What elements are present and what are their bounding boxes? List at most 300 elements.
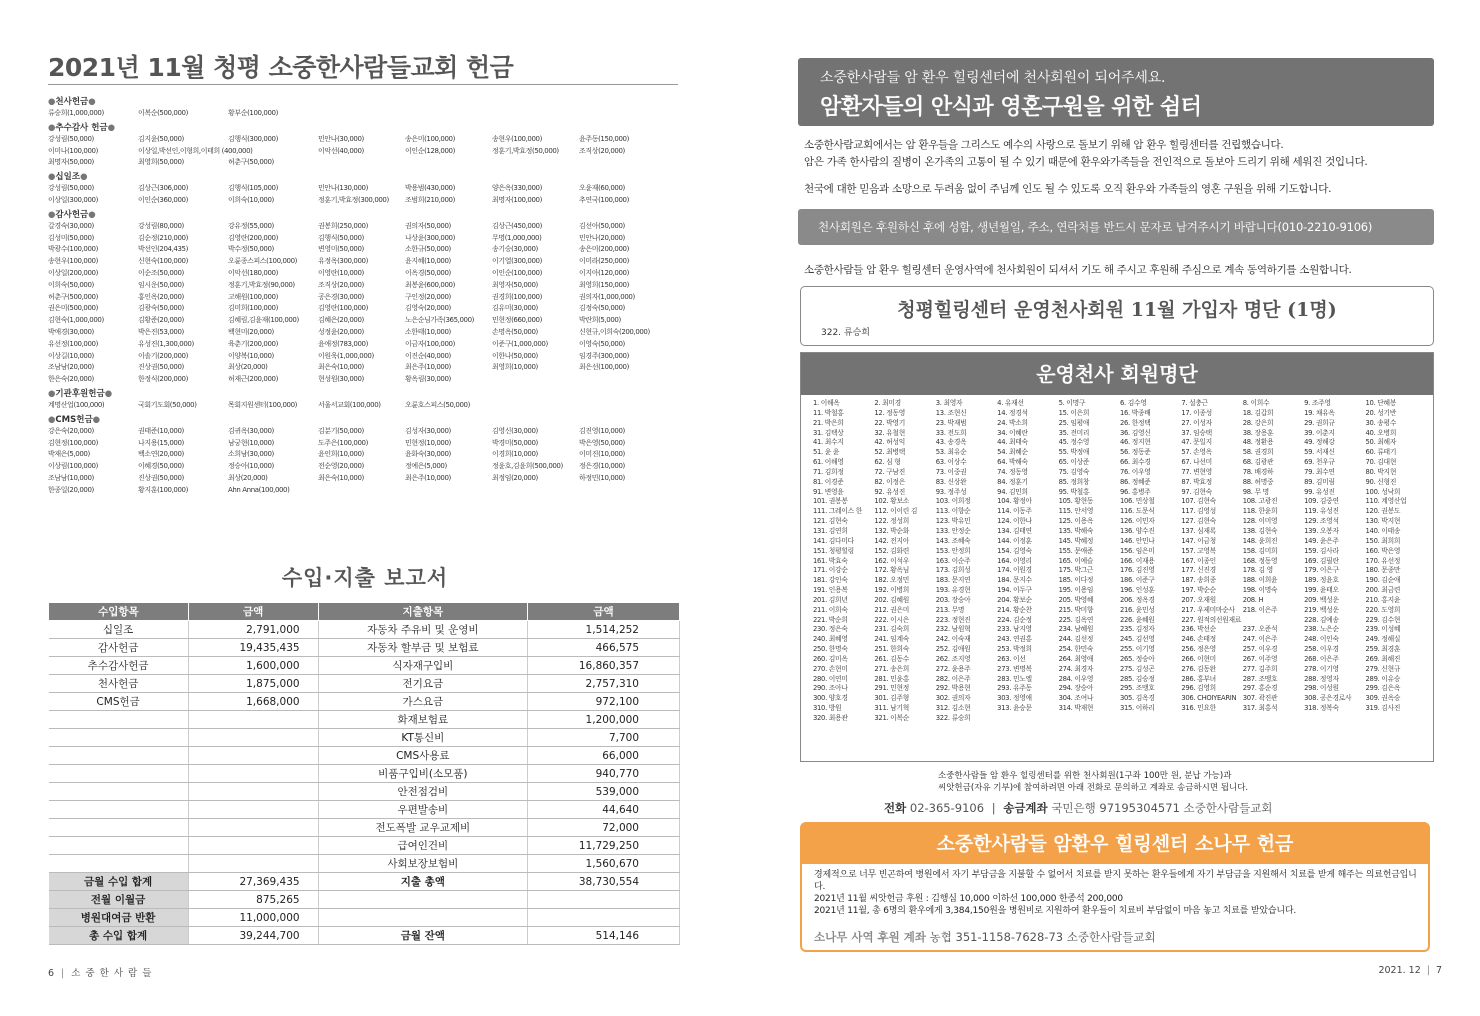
angel-member: 54. 최혜순	[997, 448, 1028, 457]
angel-member: 231. 김숙희	[874, 625, 909, 634]
summary-label: 금월 수입 합계	[49, 873, 189, 891]
donation-row	[48, 292, 688, 304]
angel-member: 264. 최영애	[1058, 654, 1094, 663]
angel-member: 111. 그레이스 한	[813, 507, 862, 516]
angel-row	[813, 596, 1427, 606]
donor-entry: 권의자(1,000,000)	[579, 292, 635, 301]
angel-member: 169. 김필란	[1304, 556, 1339, 565]
angel-member: 276. 김동완	[1181, 664, 1216, 673]
donor-entry: 이인순(128,000)	[405, 146, 455, 155]
angel-member: 96. 홍병주	[1119, 487, 1151, 496]
expense-amount: 940,770	[528, 765, 680, 783]
table-row	[49, 711, 680, 729]
banner-subtitle: 소중한사람들 암 환우 힐링센터에 천사회원이 되어주세요.	[820, 70, 1166, 86]
angel-member: 101. 권봉봉	[813, 497, 848, 506]
donor-entry: 이경희(10,000)	[492, 450, 538, 459]
expense-item: 전도폭발 교우교제비	[318, 819, 528, 837]
header-income-item: 수입항목	[49, 603, 189, 621]
pine-offering-text	[814, 869, 1424, 917]
angel-row	[813, 429, 1427, 439]
donor-entry: 소한태(10,000)	[405, 327, 451, 336]
angel-member: 230. 정은숙	[813, 625, 848, 634]
angel-member: 129. 조영석	[1304, 517, 1339, 526]
expense-item: 급여인건비	[318, 837, 528, 855]
angel-member: 185. 이다정	[1058, 576, 1094, 585]
donation-category	[48, 97, 688, 108]
pine-offering-title: 소중한사람들 암환우 힐링센터 소나무 헌금	[802, 824, 1428, 864]
angel-member: 161. 박효숙	[813, 556, 848, 565]
angel-member: 6. 김수영	[1119, 399, 1147, 407]
angel-member: 243. 연권홍	[997, 635, 1032, 644]
angel-member: 72. 구남진	[874, 467, 905, 476]
donor-entry: 김행식(105,000)	[228, 184, 278, 193]
expense-item: 안전점검비	[318, 783, 528, 801]
donor-entry: 신현숙(100,000)	[138, 257, 188, 266]
income-amount	[188, 783, 318, 801]
bullet-icon: ●	[48, 122, 56, 133]
donor-entry: 정은경(10,000)	[579, 462, 625, 471]
donor-entry: 박은영(50,000)	[579, 438, 625, 447]
donor-entry: 오륜종스피스(100,000)	[228, 257, 297, 266]
income-item	[49, 711, 189, 729]
angel-member: 317. 최홍석	[1242, 704, 1278, 713]
donor-entry: 한종일(20,000)	[48, 485, 94, 494]
expense-item: CMS사용료	[318, 747, 528, 765]
angel-member: 322. 류승희	[935, 714, 971, 722]
donor-entry: 이인순(360,000)	[138, 195, 188, 204]
donor-entry: 최상(20,000)	[228, 363, 268, 372]
angel-member: 102. 황보소	[874, 497, 909, 506]
angel-member: 137. 심재록	[1181, 526, 1216, 535]
donor-entry: 이상림(100,000)	[48, 462, 98, 471]
angel-member: 69. 천우규	[1304, 458, 1335, 467]
angel-member: 175. 박그근	[1058, 566, 1094, 575]
donor-entry: 최은숙(10,000)	[318, 473, 364, 482]
bullet-icon: ●	[48, 414, 56, 425]
donor-entry: 최은선(100,000)	[579, 363, 629, 372]
income-item	[49, 801, 189, 819]
income-item: 감사헌금	[49, 639, 189, 657]
angel-member: 118. 한윤희	[1242, 507, 1278, 516]
angel-member: 157. 고영복	[1181, 546, 1216, 555]
income-item	[49, 837, 189, 855]
expense-item: 자동차 주유비 및 운영비	[318, 621, 528, 639]
angel-member: 265. 정승아	[1119, 654, 1155, 663]
donation-row	[48, 280, 688, 292]
donor-entry: 조직상(20,000)	[579, 146, 625, 155]
angel-member: 186. 이준구	[1119, 576, 1155, 585]
angel-member: 64. 박해숙	[997, 458, 1028, 467]
angel-member: 105. 황현동	[1058, 497, 1094, 506]
angel-member: 171. 이강순	[813, 566, 848, 575]
income-amount: 2,791,000	[188, 621, 318, 639]
donor-entry: 소한규(50,000)	[405, 245, 451, 254]
donation-row	[48, 400, 688, 412]
expense-amount: 1,514,252	[528, 621, 680, 639]
donor-entry: 김행식(300,000)	[228, 134, 278, 143]
angel-member: 294. 장승아	[1058, 684, 1094, 693]
angel-member: 199. 윤태오	[1304, 586, 1339, 595]
angel-row	[813, 527, 1427, 537]
donor-entry: 정훈기,박효정(300,000)	[318, 195, 389, 204]
angel-member: 40. 오병희	[1365, 428, 1397, 437]
expense-amount: 972,100	[528, 693, 680, 711]
donor-entry: 박선인(204,435)	[138, 245, 188, 254]
bullet-icon: ●	[48, 97, 56, 107]
donation-row	[48, 108, 688, 120]
donation-category	[48, 172, 688, 183]
angel-member: 291. 민현정	[874, 684, 909, 693]
angel-member: 285. 김승정	[1119, 674, 1155, 683]
angel-member: 158. 김미희	[1242, 546, 1278, 555]
summary-row	[49, 909, 680, 927]
angel-member: 180. 문종만	[1365, 566, 1401, 575]
donor-entry: 정예은(5,000)	[405, 462, 447, 471]
header-expense-amount: 금액	[528, 603, 680, 621]
angel-member: 41. 최수지	[813, 438, 844, 447]
donation-row	[48, 327, 688, 339]
donor-entry: 윤애정(783,000)	[318, 339, 368, 348]
angel-member: 232. 남원혁	[935, 625, 971, 634]
angel-member: 170. 유선정	[1365, 556, 1401, 565]
table-row	[49, 639, 680, 657]
expense-item: 비품구입비(소모품)	[318, 765, 528, 783]
angel-member: 188. 이희윤	[1242, 576, 1278, 585]
donor-entry: 송현우(100,000)	[48, 257, 98, 266]
donor-entry: 이원욱(1,000,000)	[318, 351, 374, 360]
donor-entry: 계명산업(100,000)	[48, 400, 105, 409]
angel-member: 53. 최유순	[935, 448, 967, 457]
title-rule	[48, 84, 678, 85]
angel-member: 121. 김현숙	[813, 517, 848, 526]
donor-entry: 유정옥(300,000)	[318, 257, 368, 266]
angel-member: 202. 김혜원	[874, 595, 909, 604]
angel-info	[938, 770, 1248, 794]
donor-entry: 최은숙(10,000)	[318, 363, 364, 372]
donor-entry: 강유정(55,000)	[228, 221, 274, 230]
angel-member: 97. 김현숙	[1181, 487, 1212, 496]
angel-member: 73. 이중권	[935, 467, 967, 476]
angel-row	[813, 557, 1427, 567]
angel-row	[813, 665, 1427, 675]
donor-entry: 최영희(10,000)	[492, 363, 538, 372]
angel-member: 244. 김선정	[1058, 635, 1094, 644]
angel-member: 156. 임은미	[1119, 546, 1155, 555]
angel-member: 168. 정동영	[1242, 556, 1278, 565]
donor-entry: 민안나(30,000)	[318, 134, 364, 143]
summary-row	[49, 873, 680, 891]
donor-entry: 무명(1,000,000)	[492, 233, 542, 242]
donor-entry: 김현정(100,000)	[48, 438, 98, 447]
angel-row	[813, 468, 1427, 478]
donor-entry: 김상근(450,000)	[492, 221, 542, 230]
angel-member: 261. 김동수	[874, 654, 909, 663]
donor-entry: 이상일(200,000)	[48, 268, 98, 277]
donor-entry: 송현우(100,000)	[492, 134, 542, 143]
angel-member: 126. 이민자	[1119, 517, 1155, 526]
angel-info-line: 소중한사람들 암 환우 힐링센터를 위한 천사회원(1구좌 100만 원, 분납 가능)과	[938, 771, 1232, 781]
expense-amount: 539,000	[528, 783, 680, 801]
donor-entry: 최정임(20,000)	[492, 473, 538, 482]
pine-offering-line: 2021년 11월, 총 6명의 환우에게 3,384,150원을 병원비로 지원하여 환우들이 치료비 부담없이 마음 놓고 치료를 받았습니다.	[814, 906, 1297, 916]
donor-entry: 이진순(40,000)	[405, 351, 451, 360]
angel-member: 60. 류태기	[1365, 448, 1397, 457]
angel-member: 31. 김택상	[813, 428, 844, 437]
angel-member: 34. 이혜란	[997, 428, 1028, 437]
angel-row	[813, 409, 1427, 419]
angel-member: 151. 청평힐링	[813, 546, 854, 555]
income-item: 천사헌금	[49, 675, 189, 693]
category-label: 십일조	[55, 172, 81, 183]
donor-entry: 임시운(50,000)	[138, 280, 184, 289]
angel-member: 84. 정훈기	[997, 477, 1028, 486]
donor-entry: 현성원(30,000)	[318, 375, 364, 384]
angel-member: 209. 백성운	[1304, 595, 1339, 604]
separator: |	[991, 801, 996, 815]
expense-item: 전기요금	[318, 675, 528, 693]
angel-member: 78. 배경하	[1242, 467, 1274, 476]
angel-member: 23. 박재범	[935, 418, 967, 427]
angel-member: 273. 변명복	[997, 664, 1032, 673]
donor-entry: 김혜은(20,000)	[318, 316, 364, 325]
angel-member: 63. 이상수	[935, 458, 967, 467]
donor-entry: 이상길(10,000)	[48, 351, 94, 360]
donor-entry: 정훈기,박효정(50,000)	[492, 146, 559, 155]
angel-row	[813, 675, 1427, 685]
donation-row	[48, 256, 688, 268]
donor-entry: 박란희(5,000)	[579, 316, 621, 325]
angel-member: 162. 이석우	[874, 556, 909, 565]
angel-member: 47. 문일지	[1181, 438, 1212, 447]
angel-member: 320. 최용관	[813, 714, 848, 722]
expense-item: 자동차 할부금 및 보험료	[318, 639, 528, 657]
angel-member: 213. 무명	[935, 605, 965, 614]
top-banner	[798, 58, 1434, 126]
angel-member: 87. 박효정	[1181, 477, 1212, 486]
angel-member: 104. 황정아	[997, 497, 1032, 506]
donor-entry: 조남남(20,000)	[48, 363, 94, 372]
donation-row	[48, 195, 688, 207]
angel-row	[813, 645, 1427, 655]
table-row	[49, 801, 680, 819]
income-item: CMS헌금	[49, 693, 189, 711]
angel-member: 192. 이병희	[874, 586, 909, 595]
angel-member: 99. 유성진	[1304, 487, 1335, 496]
donation-row	[48, 134, 688, 146]
angel-member: 260. 김미옥	[813, 654, 848, 663]
angel-row	[813, 704, 1427, 714]
donor-entry: 김혜림,김윤재(100,000)	[228, 316, 299, 325]
donor-entry: 노은순님가족(365,000)	[405, 316, 474, 325]
donor-entry: 백현미(20,000)	[228, 327, 274, 336]
donor-entry: 김광숙(50,000)	[138, 304, 184, 313]
expense-item: 가스요금	[318, 693, 528, 711]
angel-member: 127. 김현숙	[1181, 517, 1216, 526]
donor-entry: 이미라(250,000)	[579, 257, 629, 266]
angel-member: 208. H	[1242, 595, 1264, 604]
angel-member: 37. 임승택	[1181, 428, 1212, 437]
angel-member: 3. 최영자	[935, 399, 963, 407]
support-notice: 소중한사람들 암 환우 힐링센터 운영사역에 천사회원이 되셔서 기도 해 주시고 후원해 주심으로 계속 동역하기를 소원합니다.	[804, 264, 1352, 276]
donation-category	[48, 389, 688, 400]
angel-member: 70. 김대현	[1365, 458, 1397, 467]
angel-member: 36. 김영신	[1119, 428, 1151, 437]
angel-member: 206. 정옥경	[1119, 595, 1155, 604]
donor-entry: 정훈기,박효정(90,000)	[228, 280, 295, 289]
angel-row	[813, 517, 1427, 527]
angel-member: 223. 정현진	[935, 615, 971, 624]
angel-member: 149. 윤은주	[1304, 536, 1339, 545]
table-row	[49, 765, 680, 783]
angel-member: 225. 김옥연	[1058, 615, 1094, 624]
angel-member: 29. 권희규	[1304, 418, 1335, 427]
angel-member: 124. 이한나	[997, 517, 1032, 526]
donor-entry: 이악선(40,000)	[318, 146, 364, 155]
donor-entry: 진상권(50,000)	[138, 473, 184, 482]
angel-member: 250. 한명숙	[813, 645, 848, 654]
donor-entry: 서울서교회(100,000)	[318, 400, 381, 409]
table-row	[49, 783, 680, 801]
angel-member: 130. 박지현	[1365, 517, 1401, 526]
phone-number: 02-365-9106	[909, 801, 985, 815]
angel-member: 226. 윤혜원	[1119, 615, 1155, 624]
expense-item: KT통신비	[318, 729, 528, 747]
angel-member: 194. 이두구	[997, 586, 1032, 595]
donor-entry: 이미진(10,000)	[579, 450, 625, 459]
angel-member: 219. 백성운	[1304, 605, 1339, 614]
angel-member: 247. 이은주	[1242, 635, 1278, 644]
footer-right: 2021. 12 | 7	[1378, 965, 1442, 976]
donor-entry: Ahn Anna(100,000)	[228, 485, 290, 494]
donor-entry: 이영숙(50,000)	[579, 339, 625, 348]
angel-member: 33. 전도희	[935, 428, 967, 437]
donation-row	[48, 362, 688, 374]
donor-entry: 김현숙(1,000,000)	[48, 316, 104, 325]
summary-expense-label	[318, 909, 528, 927]
angel-member: 167. 이종인	[1181, 556, 1216, 565]
angel-member: 221. 박순희	[813, 615, 848, 624]
donor-entry: 황부순(100,000)	[228, 109, 278, 117]
angel-member: 14. 정경석	[997, 408, 1028, 417]
donor-entry: 이금자(100,000)	[405, 339, 455, 348]
angel-member: 57. 손영옥	[1181, 448, 1212, 457]
donor-entry: 권경희(100,000)	[492, 292, 542, 301]
income-amount: 1,668,000	[188, 693, 318, 711]
donor-entry: 김진영(10,000)	[579, 426, 625, 435]
angel-member: 318. 정복숙	[1304, 704, 1339, 713]
donor-entry: 강은숙(20,000)	[48, 426, 94, 435]
donor-entry: 류승희(1,000,000)	[48, 109, 104, 117]
banner-title: 암환자들의 안식과 영혼구원을 위한 쉼터	[820, 95, 1202, 120]
angel-row	[813, 478, 1427, 488]
angel-member: 228. 김예송	[1304, 615, 1339, 624]
angels-grid	[813, 399, 1427, 724]
angel-member: 26. 한정택	[1119, 418, 1151, 427]
donor-entry: 목회지원센터(100,000)	[228, 400, 297, 409]
expense-amount: 1,560,670	[528, 855, 680, 873]
angel-member: 258. 이우경	[1304, 645, 1339, 654]
donor-entry: 김순정(210,000)	[138, 233, 188, 242]
page-number: 7	[1435, 965, 1442, 976]
table-row	[49, 621, 680, 639]
donor-entry: 강성림(50,000)	[48, 184, 94, 193]
angel-member: 4. 유재선	[997, 399, 1024, 407]
income-amount	[188, 837, 318, 855]
angel-member: 267. 이주영	[1242, 654, 1278, 663]
angel-member: 204. 황보순	[997, 595, 1032, 604]
angel-member: 205. 박영혜	[1058, 595, 1094, 604]
angel-row	[813, 576, 1427, 586]
angel-member: 107. 김현숙	[1181, 497, 1216, 506]
donor-entry: 허재근(200,000)	[228, 375, 278, 384]
angel-member: 159. 김사라	[1304, 546, 1339, 555]
table-row	[49, 747, 680, 765]
donor-entry: 이미나(100,000)	[48, 146, 98, 155]
angel-member: 287. 조맹호	[1242, 674, 1278, 683]
right-page	[798, 0, 1442, 1016]
income-item: 십일조	[49, 621, 189, 639]
angel-member: 61. 이해영	[813, 458, 844, 467]
angel-member: 52. 최병택	[874, 448, 905, 457]
summary-expense-amount: 514,146	[528, 927, 680, 945]
angel-member: 119. 유성진	[1304, 507, 1339, 516]
angel-member: 93. 정주성	[935, 487, 967, 496]
angel-member: 283. 민노엘	[997, 674, 1032, 683]
angel-member: 94. 김민희	[997, 487, 1028, 496]
angel-member: 272. 윤용주	[935, 664, 971, 673]
category-label: CMS헌금	[55, 414, 93, 425]
angel-member: 296. 김영희	[1181, 684, 1216, 693]
donor-entry: 이인순(100,000)	[492, 268, 542, 277]
donation-row	[48, 438, 688, 450]
donation-row	[48, 303, 688, 315]
account-number: 국민은행 97195304571 소중한사람들교회	[1051, 801, 1273, 815]
angel-member: 212. 권은미	[874, 605, 909, 614]
bullet-icon: ●	[48, 388, 56, 399]
angels-box	[800, 352, 1434, 762]
donor-entry: 이기열(300,000)	[492, 257, 542, 266]
angel-member: 217. 우제미마순사	[1181, 605, 1235, 614]
angel-row	[813, 684, 1427, 694]
angel-member: 183. 문지연	[935, 576, 971, 585]
angel-member: 88. 허명중	[1242, 477, 1274, 486]
summary-expense-label	[318, 891, 528, 909]
angel-member: 133. 안정순	[935, 526, 971, 535]
donor-entry: 신현규,이희숙(200,000)	[579, 327, 650, 336]
angel-member: 10. 단혜봉	[1365, 399, 1397, 407]
donor-entry: 백소연(20,000)	[138, 450, 184, 459]
angel-member: 257. 이우경	[1242, 645, 1278, 654]
angel-member: 136. 양수진	[1119, 526, 1155, 535]
angel-member: 248. 이인숙	[1304, 635, 1339, 644]
angel-member: 239. 이성혜	[1365, 625, 1401, 634]
summary-expense-amount: 38,730,554	[528, 873, 680, 891]
donor-entry: 추연국(100,000)	[579, 195, 629, 204]
angel-member: 305. 김옥경	[1119, 694, 1155, 703]
angel-member: 7. 설충근	[1181, 399, 1208, 407]
angel-member: 112. 이이린 김	[874, 507, 918, 516]
angel-member: 135. 박해숙	[1058, 526, 1094, 535]
income-amount	[188, 729, 318, 747]
angel-member: 253. 박정희	[997, 645, 1032, 654]
angel-member: 80. 박지현	[1365, 467, 1397, 476]
angel-member: 262. 조지영	[935, 654, 971, 663]
income-amount	[188, 747, 318, 765]
donation-row	[48, 183, 688, 195]
donation-category	[48, 210, 688, 221]
angel-member: 68. 김광관	[1242, 458, 1274, 467]
income-item	[49, 819, 189, 837]
